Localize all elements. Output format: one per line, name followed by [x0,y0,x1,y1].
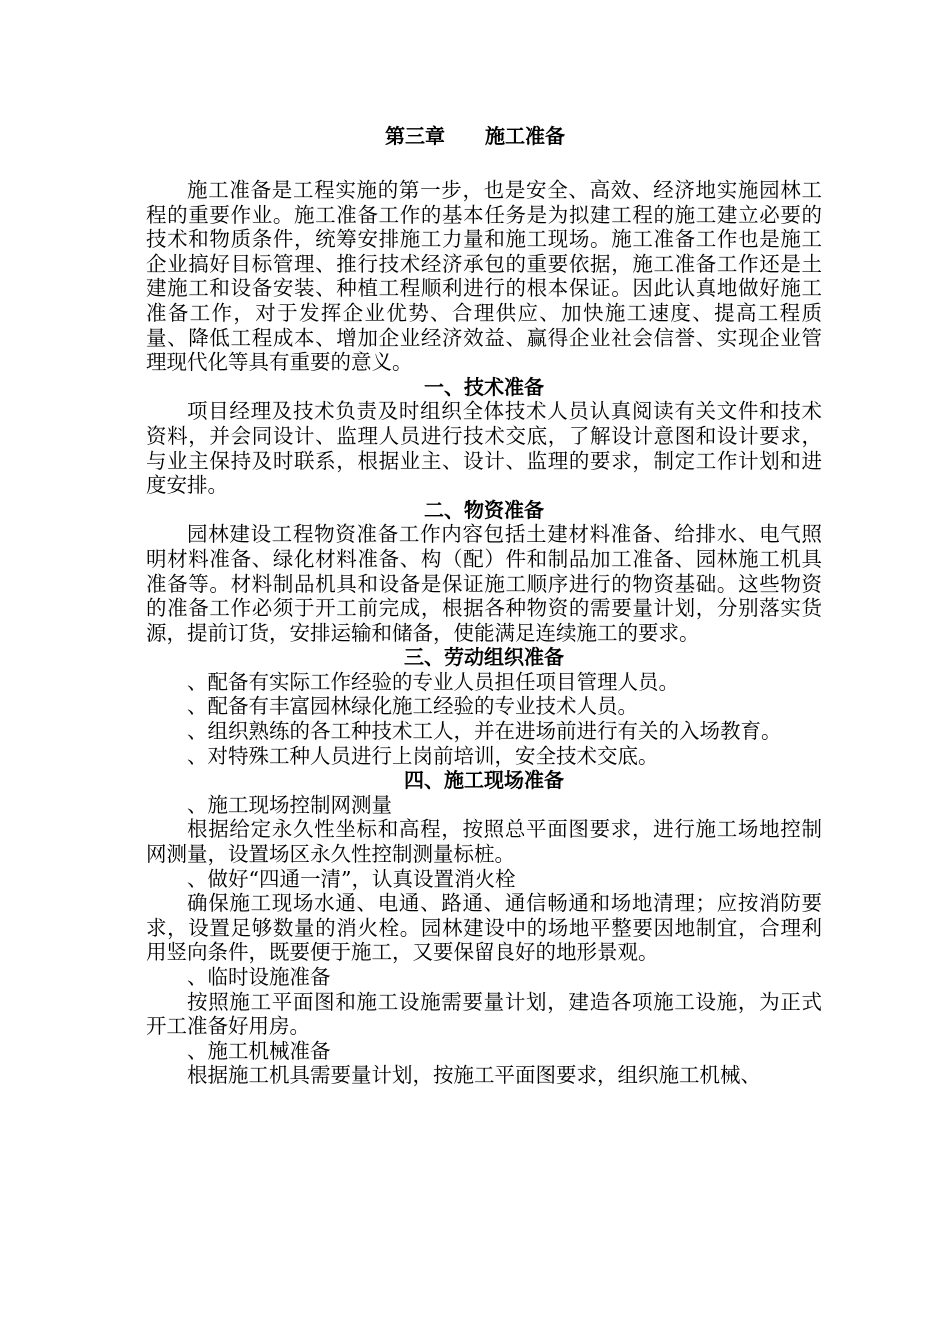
list-item: 、施工现场控制网测量 [187,792,392,817]
section-heading-materials: 二、物资准备 [424,497,544,522]
intro-paragraph: 施工准备是工程实施的第一步，也是安全、高效、经济地实施园林工程的重要作业。施工准备工作的基本任务是为拟建工程的施工建立必要的技术和物质条件，统筹安排施工力量和施工现场。施工准备工作也是施工企业搞好目标管理、推行技术经济承包的重要依据，施工准备工作还是土建施工和设备安装、种植工程顺利进行的根本保证。因此认真地做好施工准备工作，对于发挥企业优势、合理供应、加快施工速度、提高工程质量、降低工程成本、增加企业经济效益、赢得企业社会信誉、实现企业管理现代化等具有重要的意义。 [146,178,822,375]
list-item: 、配备有丰富园林绿化施工经验的专业技术人员。 [187,694,638,719]
list-item: 、临时设施准备 [187,965,331,989]
section-heading-labor: 三、劳动组织准备 [404,645,564,670]
paragraph: 根据施工机具需要量计划，按施工平面图要求，组织施工机械、 [187,1063,761,1088]
paragraph: 按照施工平面图和施工设施需要量计划，建造各项施工设施，为正式开工准备好用房。 [146,989,822,1039]
list-item: 、做好“四通一清”，认真设置消火栓 [187,866,516,891]
list-item: 、对特殊工种人员进行上岗前培训，安全技术交底。 [187,743,659,768]
list-item: 、配备有实际工作经验的专业人员担任项目管理人员。 [187,669,679,694]
paragraph: 根据给定永久性坐标和高程，按照总平面图要求，进行施工场地控制网测量，设置场区永久性控制测量标桩。 [146,817,822,867]
list-item: 、组织熟练的各工种技术工人，并在进场前进行有关的入场教育。 [187,719,782,744]
paragraph: 确保施工现场水通、电通、路通、通信畅通和场地清理；应按消防要求，设置足够数量的消火栓。园林建设中的场地平整要因地制宜，合理利用竖向条件，既要便于施工，又要保留良好的地形景观。 [146,891,822,965]
document-body [146,178,822,1088]
section-heading-site: 四、施工现场准备 [404,768,564,793]
paragraph: 园林建设工程物资准备工作内容包括土建材料准备、给排水、电气照明材料准备、绿化材料准备、构（配）件和制品加工准备、园林施工机具准备等。材料制品机具和设备是保证施工顺序进行的物资基础。这些物资的准备工作必须于开工前完成，根据各种物资的需要量计划，分别落实货源，提前订货，安排运输和储备，使能满足连续施工的要求。 [146,522,822,645]
paragraph: 项目经理及技术负责及时组织全体技术人员认真阅读有关文件和技术资料，并会同设计、监理人员进行技术交底，了解设计意图和设计要求，与业主保持及时联系，根据业主、设计、监理的要求，制定工作计划和进度安排。 [146,399,822,498]
chapter-title: 第三章 施工准备 [385,124,565,148]
list-item: 、施工机械准备 [187,1038,331,1063]
section-heading-technical: 一、技术准备 [424,374,544,399]
